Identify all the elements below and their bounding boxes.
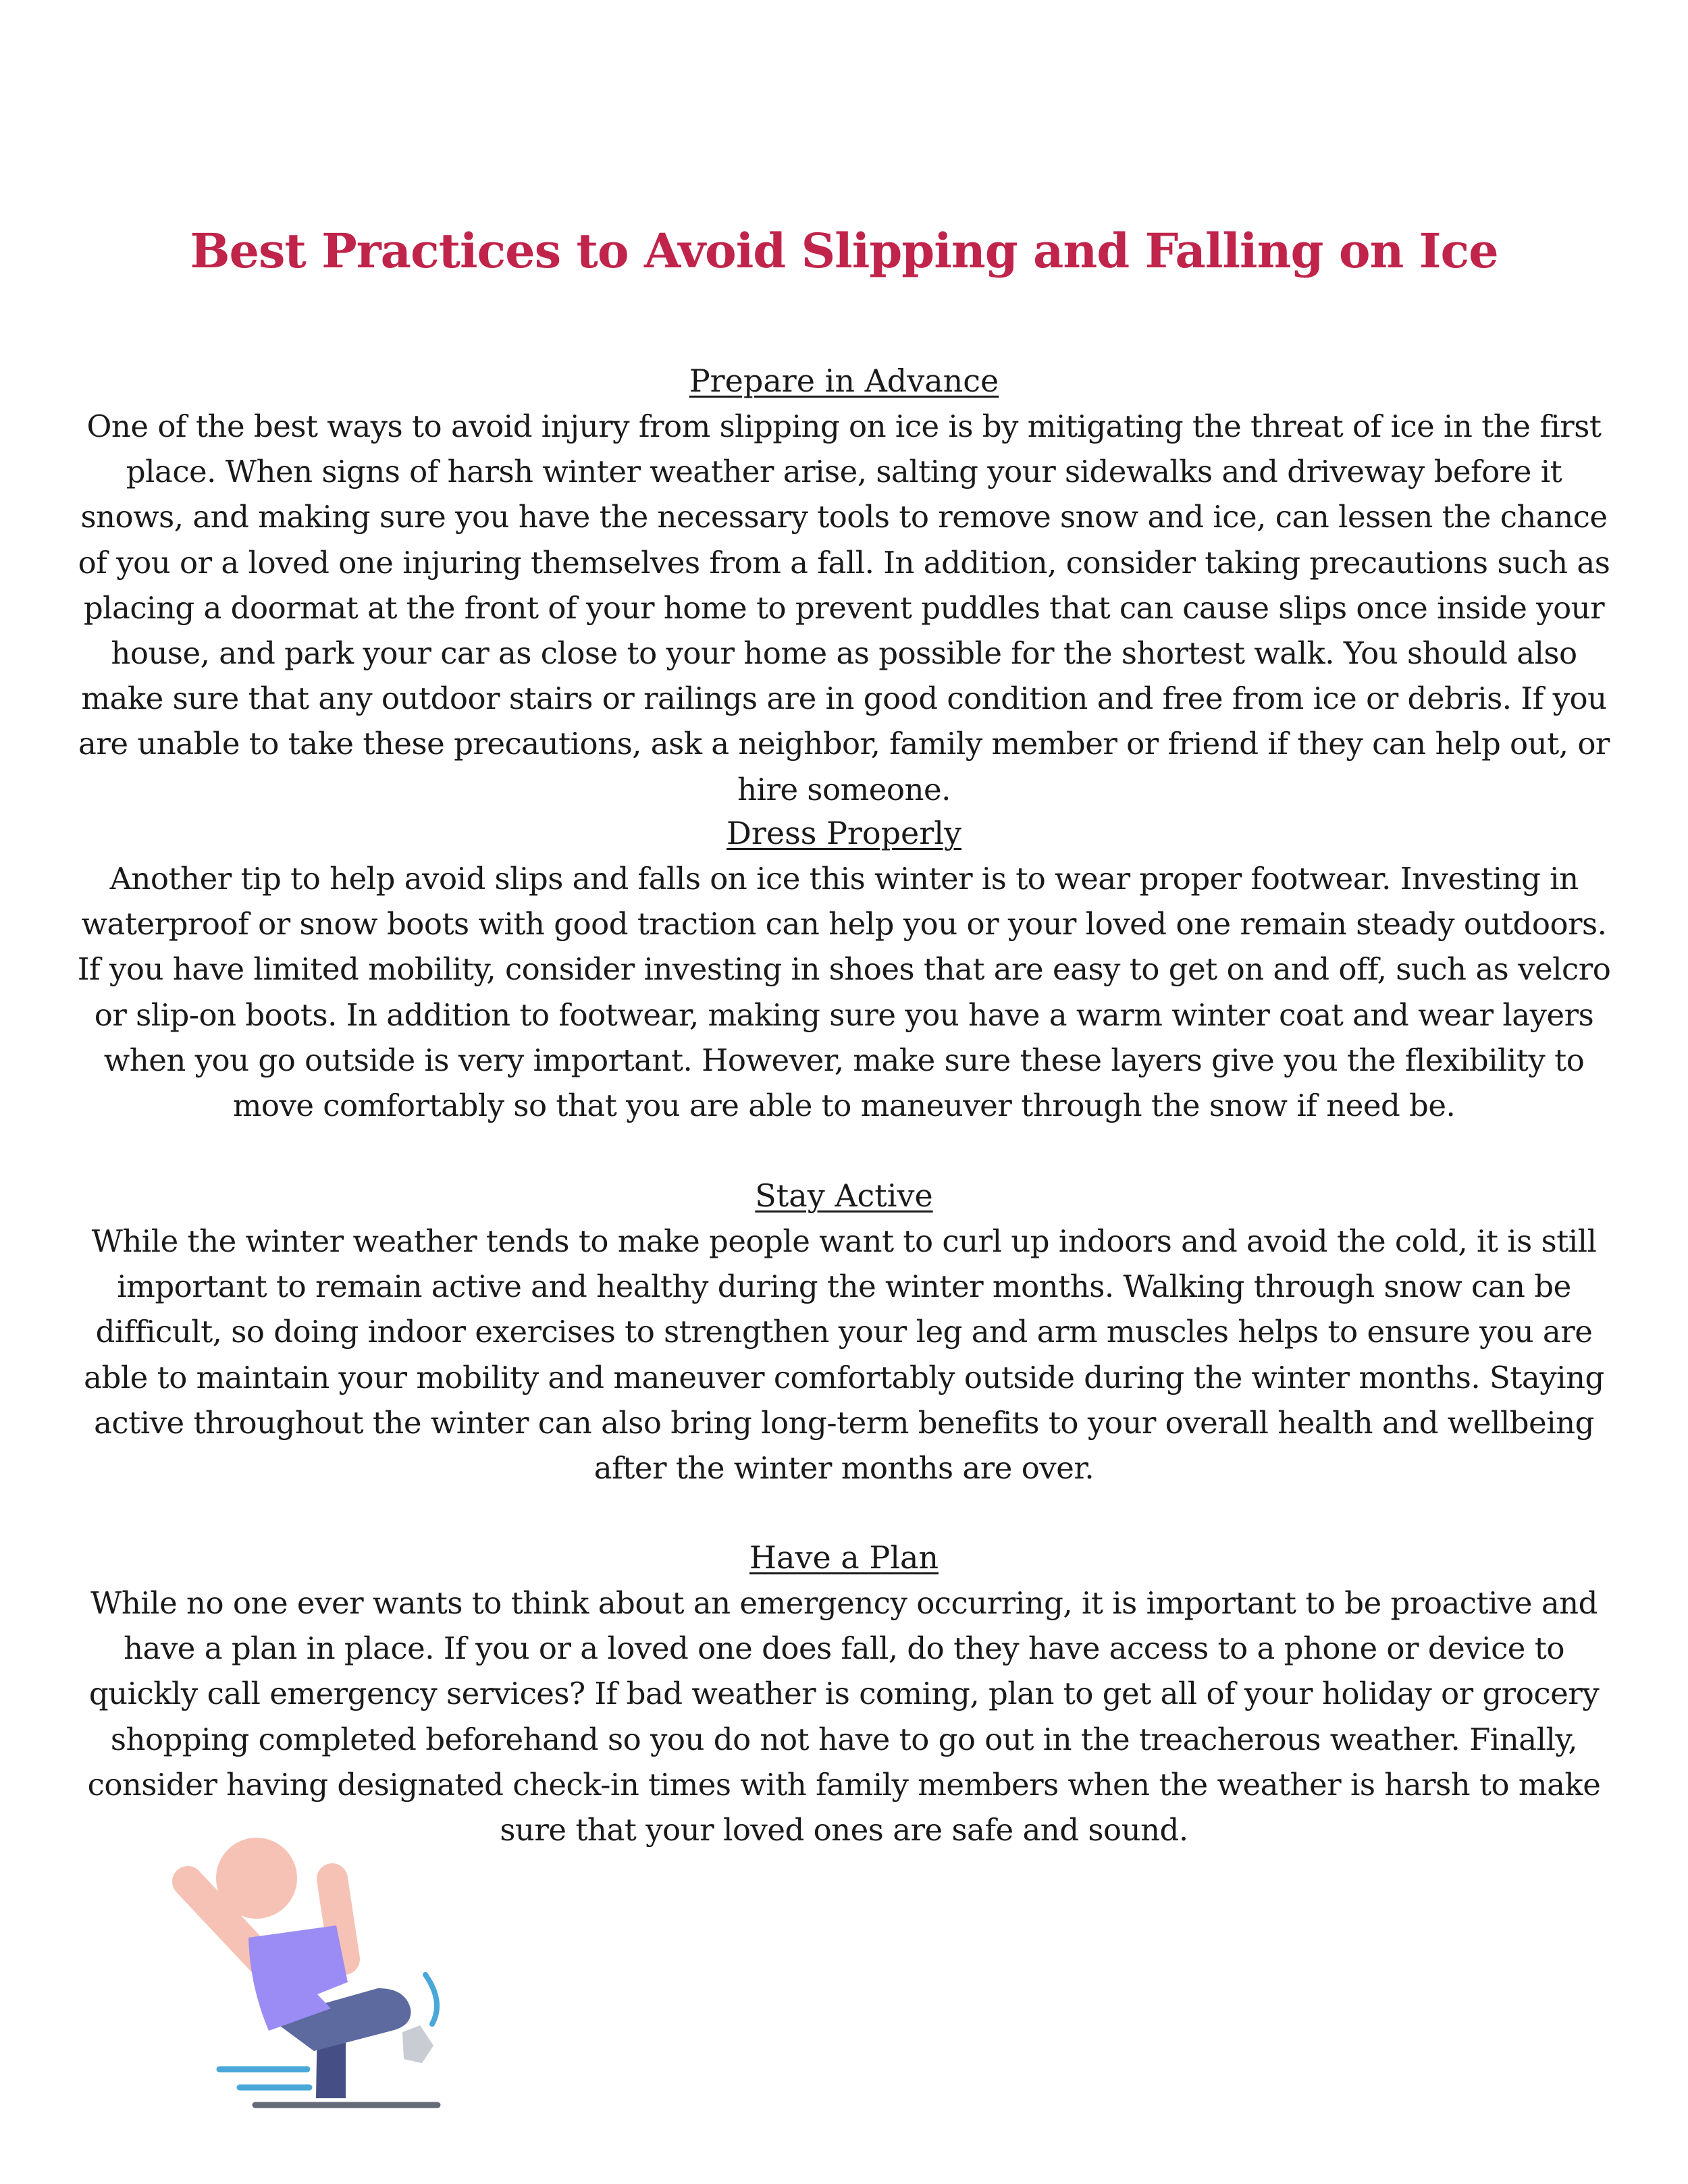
section-heading: Stay Active xyxy=(755,1177,933,1214)
section-heading: Prepare in Advance xyxy=(689,363,999,399)
section-heading: Have a Plan xyxy=(749,1539,939,1576)
page-title: Best Practices to Avoid Slipping and Falling on Ice xyxy=(190,223,1498,279)
section-dress-properly xyxy=(74,810,1614,1128)
section-have-a-plan xyxy=(74,1535,1614,1853)
head xyxy=(216,1838,297,1919)
section-heading: Dress Properly xyxy=(727,815,961,851)
section-prepare-in-advance xyxy=(74,358,1614,812)
slipping-person-icon xyxy=(155,1836,479,2120)
shoe xyxy=(402,2025,433,2063)
section-body: While the winter weather tends to make people want to curl up indoors and avoid the cold, it is still important to remain active and healthy during the winter months. Walking through snow can be difficult, so doing indoor exercises to strengthen your leg and arm muscles helps to ensure you are able to maintain your mobility and maneuver comfortably outside during the winter months. Staying active throughout the winter can also bring long-term benefits to your overall health and wellbeing after the winter months are over. xyxy=(84,1223,1604,1487)
section-body: One of the best ways to avoid injury from slipping on ice is by mitigating the threat of ice in the first place. When signs of harsh winter weather arise, salting your sidewalks and driveway before it snows, and making sure you have the necessary tools to remove snow and ice, can lessen the chance of you or a loved one injuring themselves from a fall. In addition, consider taking precautions such as placing a doormat at the front of your home to prevent puddles that can cause slips once inside your house, and park your car as close to your home as possible for the shortest walk. You should also make sure that any outdoor stairs or railings are in good condition and free from ice or debris. If you are unable to take these precautions, ask a neighbor, family member or friend if they can help out, or hire someone. xyxy=(78,408,1610,807)
section-body: While no one ever wants to think about an emergency occurring, it is important to be proactive and have a plan in place. If you or a loved one does fall, do they have access to a phone or device to quickly call emergency services? If bad weather is coming, plan to get all of your holiday or grocery shopping completed beforehand so you do not have to go out in the treacherous weather. Finally, consider having designated check-in times with family members when the weather is harsh to make sure that your loved ones are safe and sound. xyxy=(87,1585,1601,1848)
section-body: Another tip to help avoid slips and falls on ice this winter is to wear proper footwear. Investing in waterproof or snow boots with good traction can help you or your loved one remain steady outdoors. If you have limited mobility, consider investing in shoes that are easy to get on and off, such as velcro or slip-on boots. In addition to footwear, making sure you have a warm winter coat and wear layers when you go outside is very important. However, make sure these layers give you the flexibility to move comfortably so that you are able to maneuver through the snow if need be. xyxy=(77,861,1611,1124)
motion-arc xyxy=(425,1975,437,2024)
section-stay-active xyxy=(74,1173,1614,1491)
